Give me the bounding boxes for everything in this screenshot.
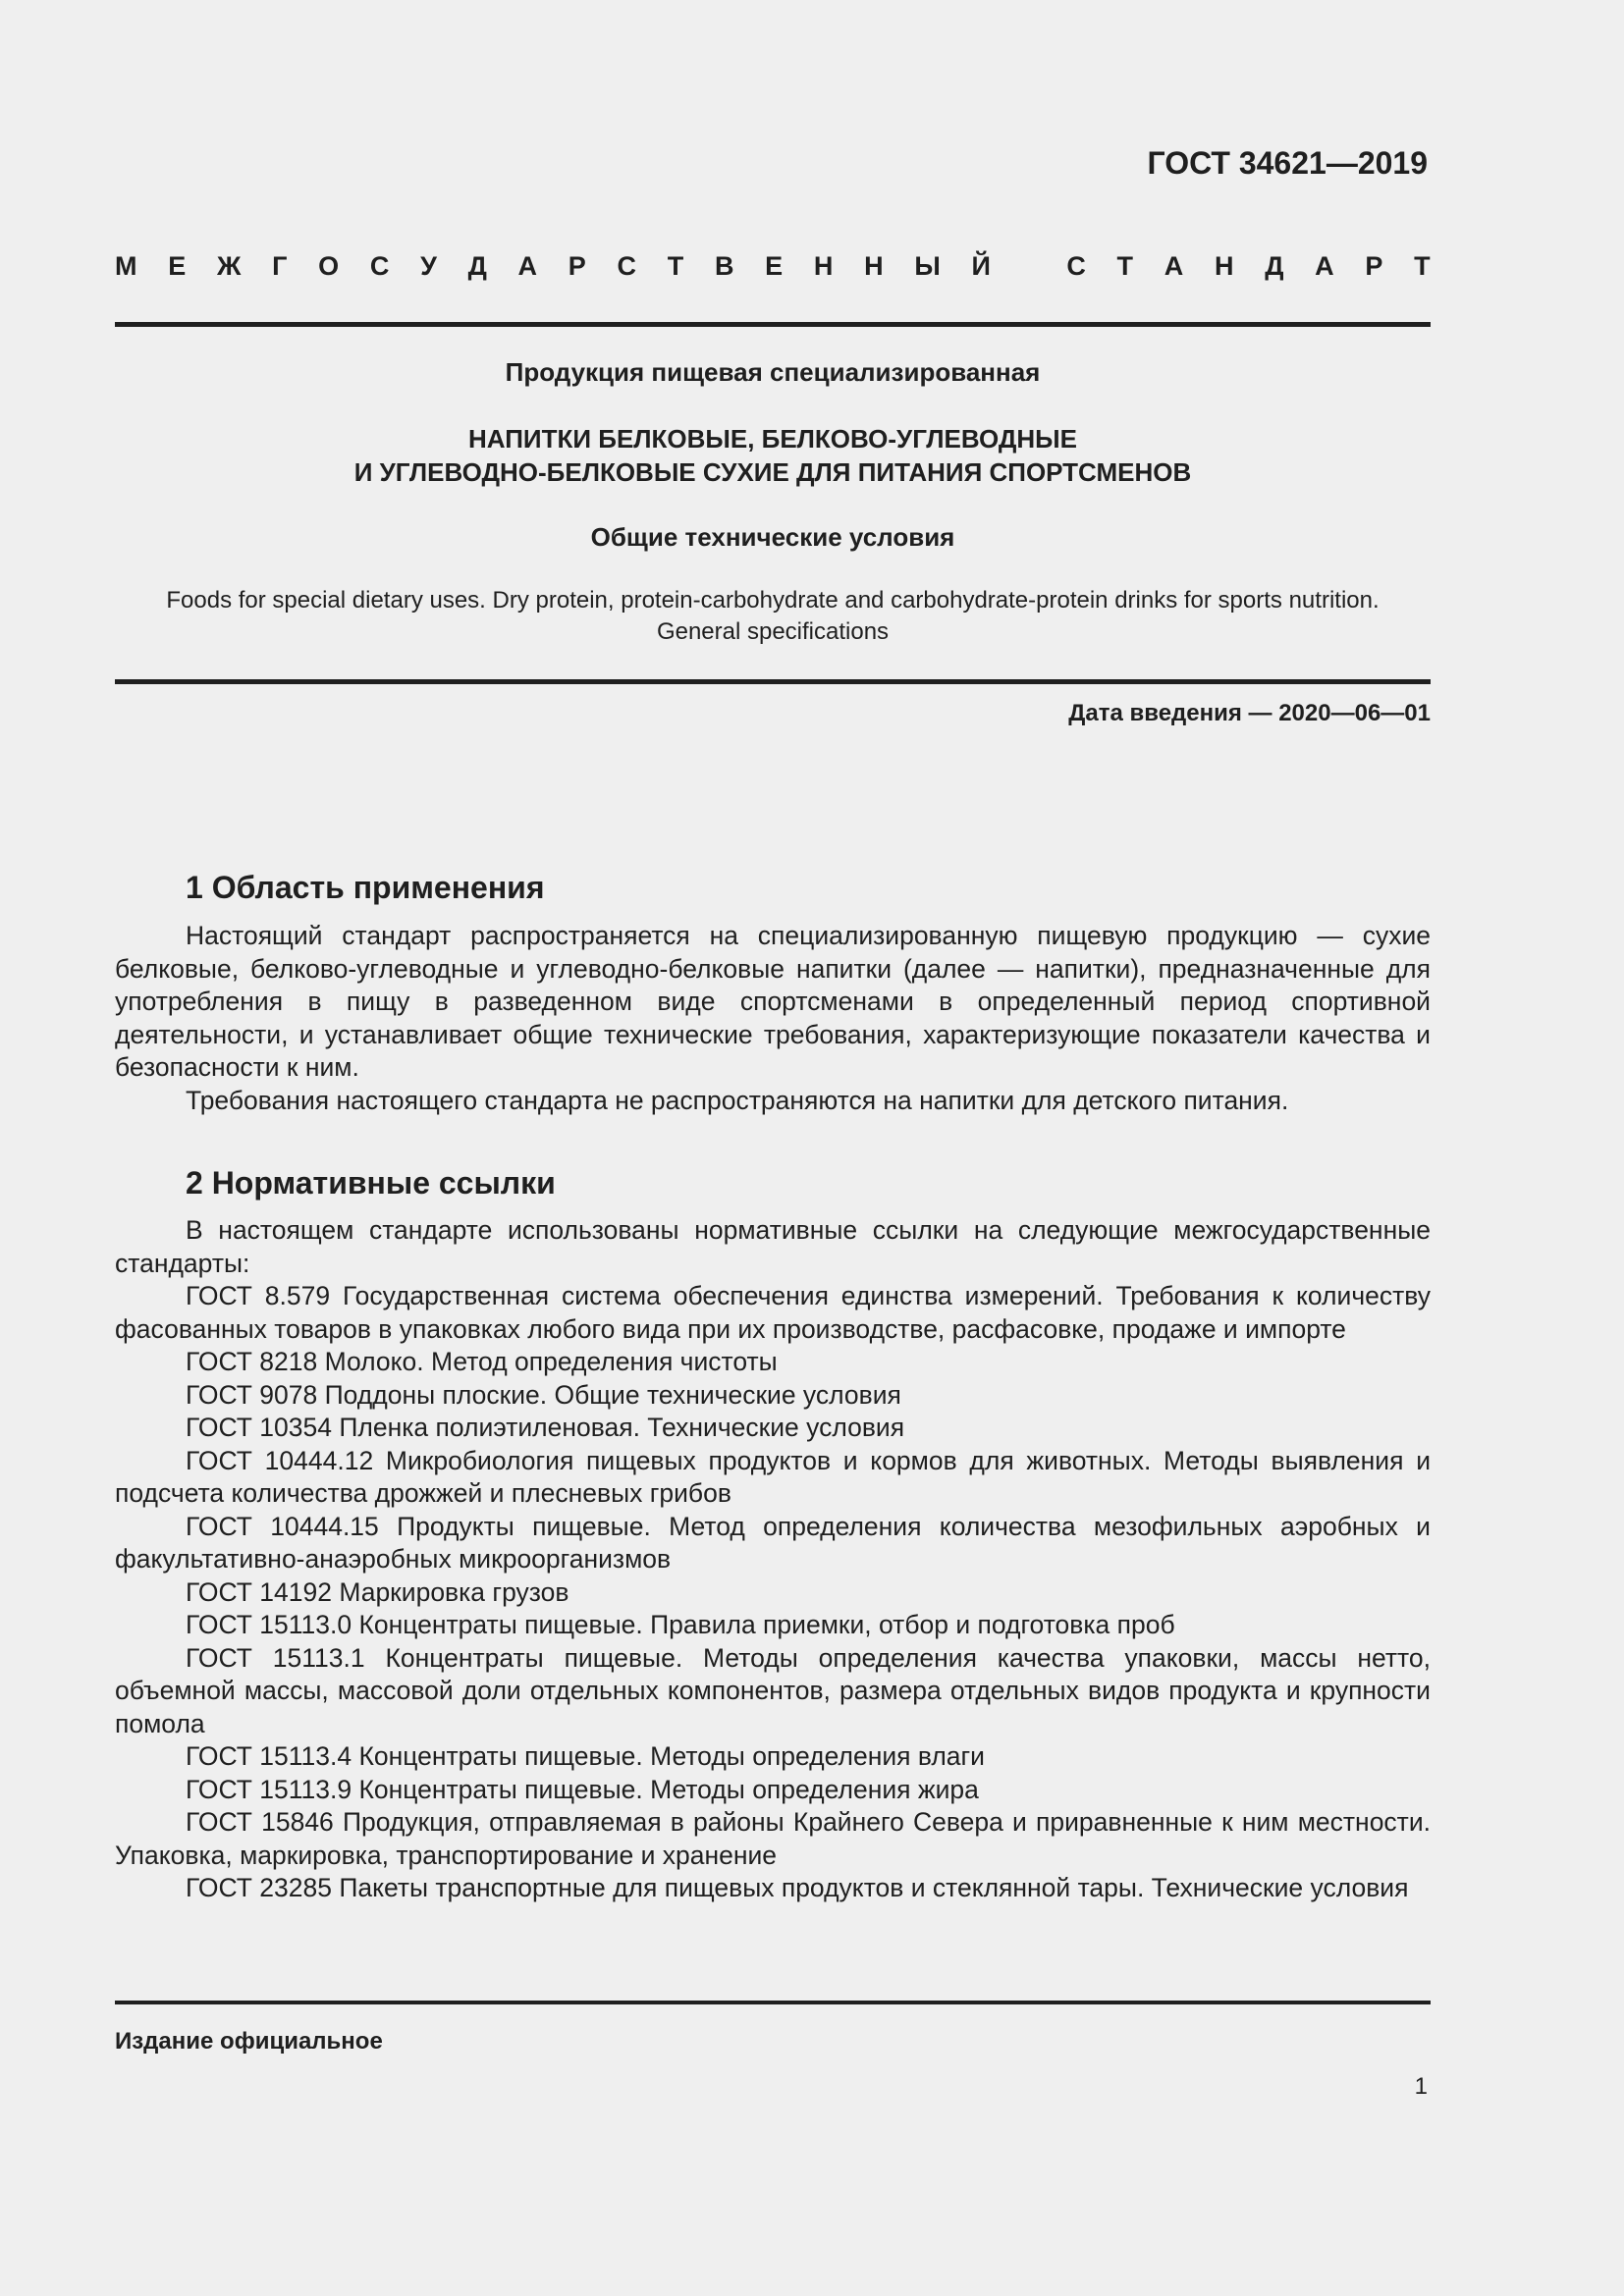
reference-item: ГОСТ 15113.1 Концентраты пищевые. Методы определения качества упаковки, массы нетто, объемной массы, массовой доли отдельных компонентов, размера отдельных видов продукта и крупности помола — [115, 1642, 1431, 1738]
banner-letter: В — [714, 251, 734, 281]
english-title-line-1: Foods for special dietary uses. Dry protein, protein-carbohydrate and carbohydrate-protein drinks for sports nutrition. — [166, 587, 1380, 614]
title-divider — [115, 679, 1431, 684]
banner-letter: Т — [667, 251, 684, 281]
banner-letter: Т — [1116, 251, 1134, 281]
banner-letter: Ы — [914, 251, 941, 281]
reference-item: ГОСТ 15846 Продукция, отправляемая в районы Крайнего Севера и приравненные к ним местности. Упаковка, маркировка, транспортирование и хранение — [115, 1807, 1431, 1870]
banner-letter: Е — [765, 251, 784, 281]
banner-letter: Н — [813, 251, 834, 281]
document-spec-type: Общие технические условия — [590, 522, 955, 552]
banner-letter: Р — [568, 251, 586, 281]
edition-label: Издание официальное — [115, 2028, 383, 2055]
banner-letter: Г — [272, 251, 288, 281]
top-divider — [115, 322, 1431, 327]
reference-item: ГОСТ 9078 Поддоны плоские. Общие технические условия — [186, 1379, 901, 1410]
banner-letter: У — [420, 251, 437, 281]
banner-letter: Н — [864, 251, 884, 281]
reference-item: ГОСТ 10444.12 Микробиология пищевых продуктов и кормов для животных. Методы выявления и подсчета количества дрожжей и плесневых грибов — [115, 1445, 1431, 1508]
banner-letter: С — [1066, 251, 1086, 281]
banner-letter: О — [318, 251, 340, 281]
product-category: Продукция пищевая специализированная — [505, 357, 1041, 387]
document-code: ГОСТ 34621—2019 — [1147, 145, 1428, 181]
banner-letter: Д — [467, 251, 487, 281]
banner-letter: Ж — [216, 251, 242, 281]
standard-type-banner — [115, 251, 1431, 282]
banner-letter: С — [617, 251, 636, 281]
banner-letter: Е — [168, 251, 187, 281]
section-scope — [115, 868, 1431, 1117]
reference-item: ГОСТ 15113.9 Концентраты пищевые. Методы определения жира — [186, 1774, 979, 1804]
banner-letter: Н — [1214, 251, 1234, 281]
paragraph: В настоящем стандарте использованы нормативные ссылки на следующие межгосударственные стандарты: — [115, 1215, 1431, 1278]
reference-item: ГОСТ 8.579 Государственная система обеспечения единства измерений. Требования к количеству фасованных товаров в упаковках любого вида при их производстве, расфасовке, продаже и импорте — [115, 1281, 1431, 1344]
reference-item: ГОСТ 8218 Молоко. Метод определения чистоты — [186, 1347, 778, 1376]
introduction-date: Дата введения — 2020—06—01 — [1068, 700, 1431, 726]
paragraph: Настоящий стандарт распространяется на специализированную пищевую продукцию — сухие белковые, белково-углеводные и углеводно-белковые напитки (далее — напитки), предназначенные для употребления в пищу в разведенном виде спортсменами в определенный период спортивной деятельности, и устанавливает общие технические требования, характеризующие показатели качества и безопасности к ним. — [115, 921, 1431, 1082]
english-title — [115, 585, 1431, 648]
paragraph: Требования настоящего стандарта не распространяются на напитки для детского питания. — [186, 1085, 1289, 1115]
banner-letter: С — [369, 251, 390, 281]
banner-letter: М — [115, 251, 137, 281]
section-heading: 2 Нормативные ссылки — [186, 1165, 556, 1201]
banner-letter: А — [517, 251, 538, 281]
document-title-line-1: НАПИТКИ БЕЛКОВЫЕ, БЕЛКОВО-УГЛЕВОДНЫЕ — [468, 424, 1077, 454]
banner-letter: А — [1315, 251, 1334, 281]
banner-letter: Т — [1414, 251, 1431, 281]
banner-letter: Й — [971, 251, 991, 281]
reference-item: ГОСТ 10354 Пленка полиэтиленовая. Технические условия — [186, 1413, 905, 1442]
banner-letter: Р — [1365, 251, 1383, 281]
english-title-line-2: General specifications — [656, 618, 890, 645]
reference-item: ГОСТ 15113.0 Концентраты пищевые. Правила приемки, отбор и подготовка проб — [186, 1610, 1175, 1639]
footer-divider — [115, 2001, 1431, 2004]
page-number: 1 — [1414, 2073, 1428, 2100]
banner-letter: Д — [1265, 251, 1284, 281]
reference-item: ГОСТ 15113.4 Концентраты пищевые. Методы определения влаги — [186, 1741, 985, 1771]
banner-letter: А — [1164, 251, 1184, 281]
reference-item: ГОСТ 10444.15 Продукты пищевые. Метод определения количества мезофильных аэробных и факультативно-анаэробных микроорганизмов — [115, 1511, 1431, 1574]
section-normative-references — [115, 1163, 1431, 1905]
reference-item: ГОСТ 14192 Маркировка грузов — [186, 1576, 569, 1607]
reference-item: ГОСТ 23285 Пакеты транспортные для пищевых продуктов и стеклянной тары. Технические условия — [186, 1873, 1409, 1902]
document-title — [115, 422, 1431, 489]
section-heading: 1 Область применения — [186, 870, 545, 905]
banner-gap — [1022, 251, 1036, 282]
document-title-line-2: И УГЛЕВОДНО-БЕЛКОВЫЕ СУХИЕ ДЛЯ ПИТАНИЯ СПОРТСМЕНОВ — [353, 457, 1192, 487]
